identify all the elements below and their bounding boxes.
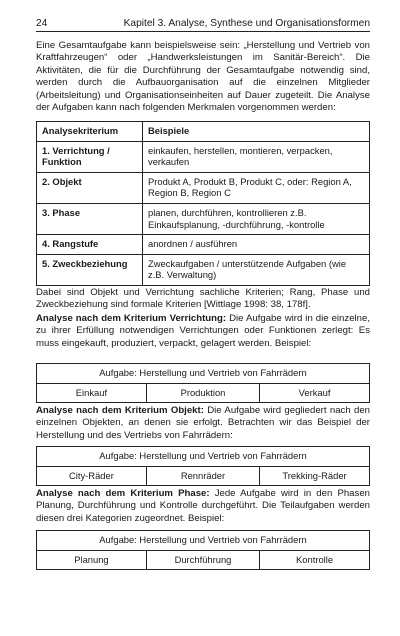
verrichtung-text: Die Aufgabe wird in die einzelne, zu ihrer Erfüllung notwendigen Verrichtungen oder Funktionen zerlegt: Es muss eingekauft, produziert, verpackt, gelagert werden. Beispiel: [36, 313, 370, 349]
verrichtung-heading: Analyse nach dem Kriterium Verrichtung: [36, 313, 227, 324]
phase-table [36, 530, 370, 570]
verrichtung-paragraph [36, 313, 370, 350]
subtask-cell: Planung [37, 550, 147, 570]
subtask-cell: Rennräder [146, 466, 259, 486]
criteria-row [37, 254, 370, 285]
objekt-table [36, 446, 370, 486]
criteria-header-row [37, 122, 370, 142]
criteria-row [37, 203, 370, 234]
running-header [36, 17, 370, 32]
example-cell: einkaufen, herstellen, montieren, verpacken, verkaufen [143, 141, 370, 172]
subtask-cell: City-Räder [37, 466, 147, 486]
example-cell: planen, durchführen, kontrollieren z.B. Einkaufsplanung, -durchführung, -kontrolle [143, 203, 370, 234]
example-cell: anordnen / ausführen [143, 235, 370, 255]
chapter-title: Kapitel 3. Analyse, Synthese und Organisationsformen [123, 18, 370, 29]
intro-paragraph: Eine Gesamtaufgabe kann beispielsweise sein: „Herstellung und Vertrieb von Kraftfahrzeugen“ oder „Handwerksleistungen im Sanitär-Bereich“. Die Aktivitäten, die für die Durchführung der Gesamtaufgabe notwendig sind, werden durch die Aufbauorganisation auf die einzelnen Mitglieder (Arbeitsleitung) und Organisationseinheiten auf Dauer zugeteilt. Die Analyse der Aufgaben kann nach folgenden Merkmalen vorgenommen werden: [36, 40, 370, 114]
phase-text: Jede Aufgabe wird in den Phasen Planung, Durchführung und Kontrolle durchgeführt. Die Teilaufgaben werden diesen drei Kategorien zugeordnet. Beispiel: [36, 488, 370, 524]
subtask-cell: Kontrolle [260, 550, 370, 570]
verrichtung-table [36, 363, 370, 403]
phase-paragraph [36, 488, 370, 525]
criterion-cell: 3. Phase [37, 203, 143, 234]
objekt-paragraph [36, 405, 370, 442]
criteria-row [37, 235, 370, 255]
criteria-header-cell: Analysekriterium [37, 122, 143, 142]
criterion-cell: 1. Verrichtung / Funktion [37, 141, 143, 172]
criteria-note-paragraph: Dabei sind Objekt und Verrichtung sachliche Kriterien; Rang, Phase und Zweckbeziehung sind formale Kriterien [Wittlage 1998: 38, 178f]. [36, 287, 370, 311]
subtask-cell: Verkauf [260, 383, 370, 403]
subtask-cell: Produktion [146, 383, 259, 403]
example-cell: Produkt A, Produkt B, Produkt C, oder: Region A, Region B, Region C [143, 172, 370, 203]
criterion-cell: 2. Objekt [37, 172, 143, 203]
objekt-heading: Analyse nach dem Kriterium Objekt: [36, 405, 204, 416]
criteria-row [37, 172, 370, 203]
criteria-row [37, 141, 370, 172]
criterion-cell: 4. Rangstufe [37, 235, 143, 255]
phase-heading: Analyse nach dem Kriterium Phase: [36, 488, 210, 499]
subtask-cell: Trekking-Räder [260, 466, 370, 486]
task-cell: Aufgabe: Herstellung und Vertrieb von Fahrrädern [37, 447, 370, 467]
page-number: 24 [36, 18, 48, 29]
criteria-table [36, 121, 370, 286]
task-cell: Aufgabe: Herstellung und Vertrieb von Fahrrädern [37, 364, 370, 384]
example-cell: Zweckaufgaben / unterstützende Aufgaben (wie z.B. Verwaltung) [143, 254, 370, 285]
subtask-cell: Einkauf [37, 383, 147, 403]
criteria-header-cell: Beispiele [143, 122, 370, 142]
subtask-cell: Durchführung [146, 550, 259, 570]
criterion-cell: 5. Zweckbeziehung [37, 254, 143, 285]
objekt-text: Die Aufgabe wird gegliedert nach den einzelnen Objekten, an denen sie erfolgt. Betrachten wir das Beispiel der Herstellung und des Vertriebs von Fahrrädern: [36, 405, 370, 441]
task-cell: Aufgabe: Herstellung und Vertrieb von Fahrrädern [37, 531, 370, 551]
